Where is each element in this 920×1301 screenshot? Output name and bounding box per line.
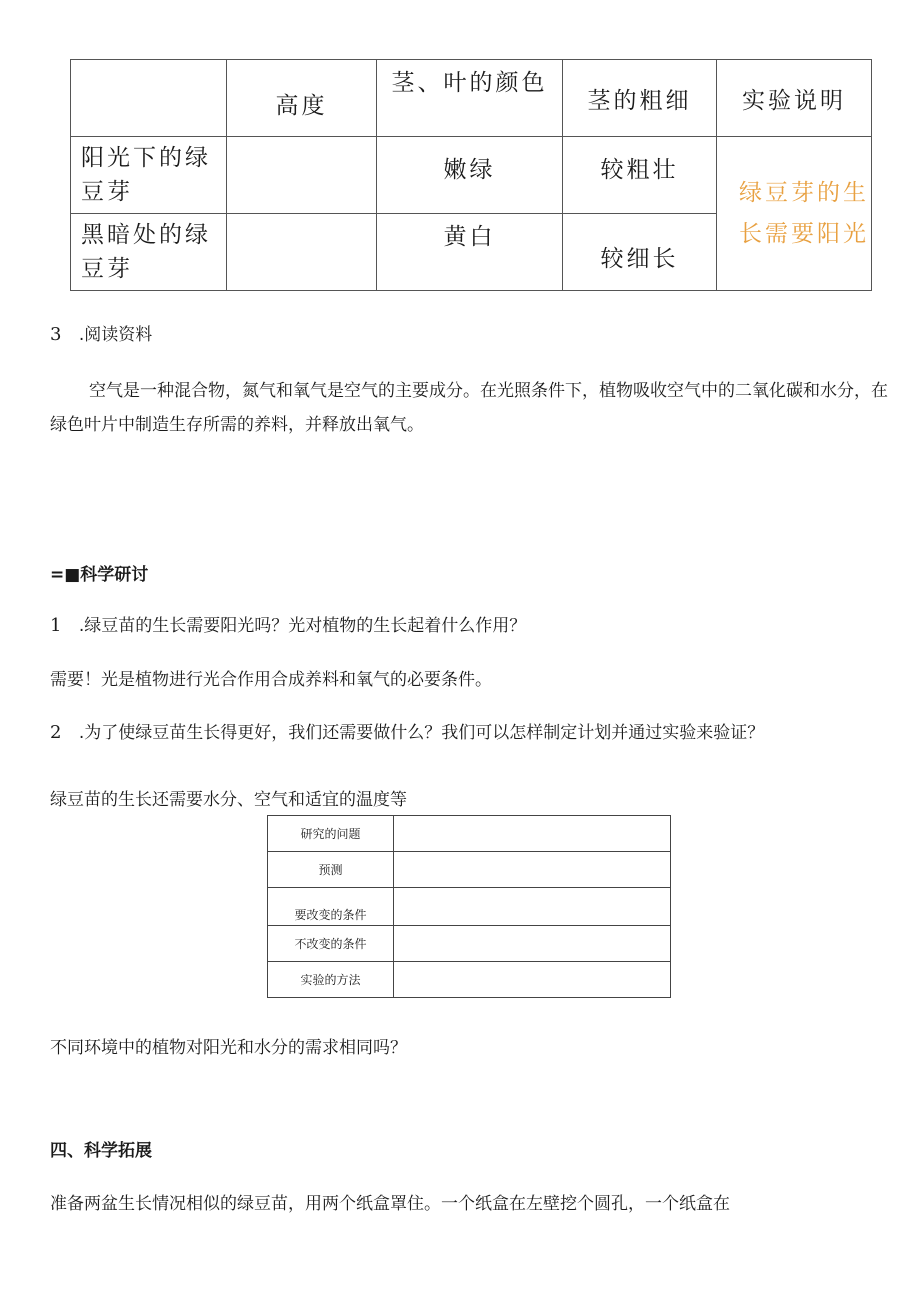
question-2-text: .为了使绿豆苗生长得更好，我们还需要做什么？我们可以怎样制定计划并通过实验来验证？ (78, 723, 765, 743)
plan-label-change: 要改变的条件 (268, 888, 394, 926)
observation-row-sunlight (71, 137, 872, 214)
plan-value-change (394, 888, 671, 926)
header-height: 高度 (227, 60, 377, 137)
plan-value-question (394, 816, 671, 852)
cell-color-dark: 黄白 (377, 214, 563, 291)
experiment-note: 绿豆芽的生长需要阳光 (717, 137, 872, 291)
question-3: 不同环境中的植物对阳光和水分的需求相同吗？ (50, 1038, 407, 1058)
section3-title: .阅读资料 (78, 325, 153, 345)
plan-value-method (394, 962, 671, 998)
extension-heading: 四、科学拓展 (50, 1141, 152, 1161)
cell-color-sunlight: 嫩绿 (377, 137, 563, 214)
section3-number: 3 (50, 324, 62, 345)
cell-thickness-sunlight: 较粗壮 (563, 137, 717, 214)
experiment-plan-table (267, 815, 671, 998)
header-experiment-note: 实验说明 (717, 60, 872, 137)
question-2-number: 2 (50, 722, 62, 743)
row-label-dark: 黑暗处的绿豆芽 (71, 214, 227, 291)
plan-label-method: 实验的方法 (268, 962, 394, 998)
row-label-sunlight: 阳光下的绿豆芽 (71, 137, 227, 214)
question-2 (50, 718, 764, 748)
cell-height-dark (227, 214, 377, 291)
plan-row (268, 816, 671, 852)
question-1 (50, 611, 526, 641)
plan-value-prediction (394, 852, 671, 888)
cell-height-sunlight (227, 137, 377, 214)
reading-paragraph: 空气是一种混合物，氮气和氧气是空气的主要成分。在光照条件下，植物吸收空气中的二氧化碳和水分，在绿色叶片中制造生存所需的养料，并释放出氧气。 (50, 381, 888, 435)
question-1-number: 1 (50, 615, 62, 636)
header-stem-thickness: 茎的粗细 (563, 60, 717, 137)
plan-row (268, 926, 671, 962)
cell-thickness-dark: 较细长 (563, 214, 717, 291)
question-1-text: .绿豆苗的生长需要阳光吗？光对植物的生长起着什么作用？ (78, 616, 527, 636)
header-cell-empty (71, 60, 227, 137)
section3-heading (50, 320, 152, 350)
plan-label-prediction: 预测 (268, 852, 394, 888)
answer-2: 绿豆苗的生长还需要水分、空气和适宜的温度等 (50, 790, 407, 810)
plan-label-question: 研究的问题 (268, 816, 394, 852)
plan-row (268, 888, 671, 926)
extension-text: 准备两盆生长情况相似的绿豆苗，用两个纸盒罩住。一个纸盒在左壁挖个圆孔，一个纸盒在 (50, 1194, 730, 1214)
discussion-heading: =■科学研讨 (50, 565, 149, 585)
plan-row (268, 852, 671, 888)
observation-table (70, 59, 872, 291)
answer-1: 需要！光是植物进行光合作用合成养料和氧气的必要条件。 (50, 670, 492, 690)
plan-value-keep (394, 926, 671, 962)
header-stem-leaf-color: 茎、叶的颜色 (377, 60, 563, 137)
observation-header-row (71, 60, 872, 137)
plan-row (268, 962, 671, 998)
plan-label-keep: 不改变的条件 (268, 926, 394, 962)
